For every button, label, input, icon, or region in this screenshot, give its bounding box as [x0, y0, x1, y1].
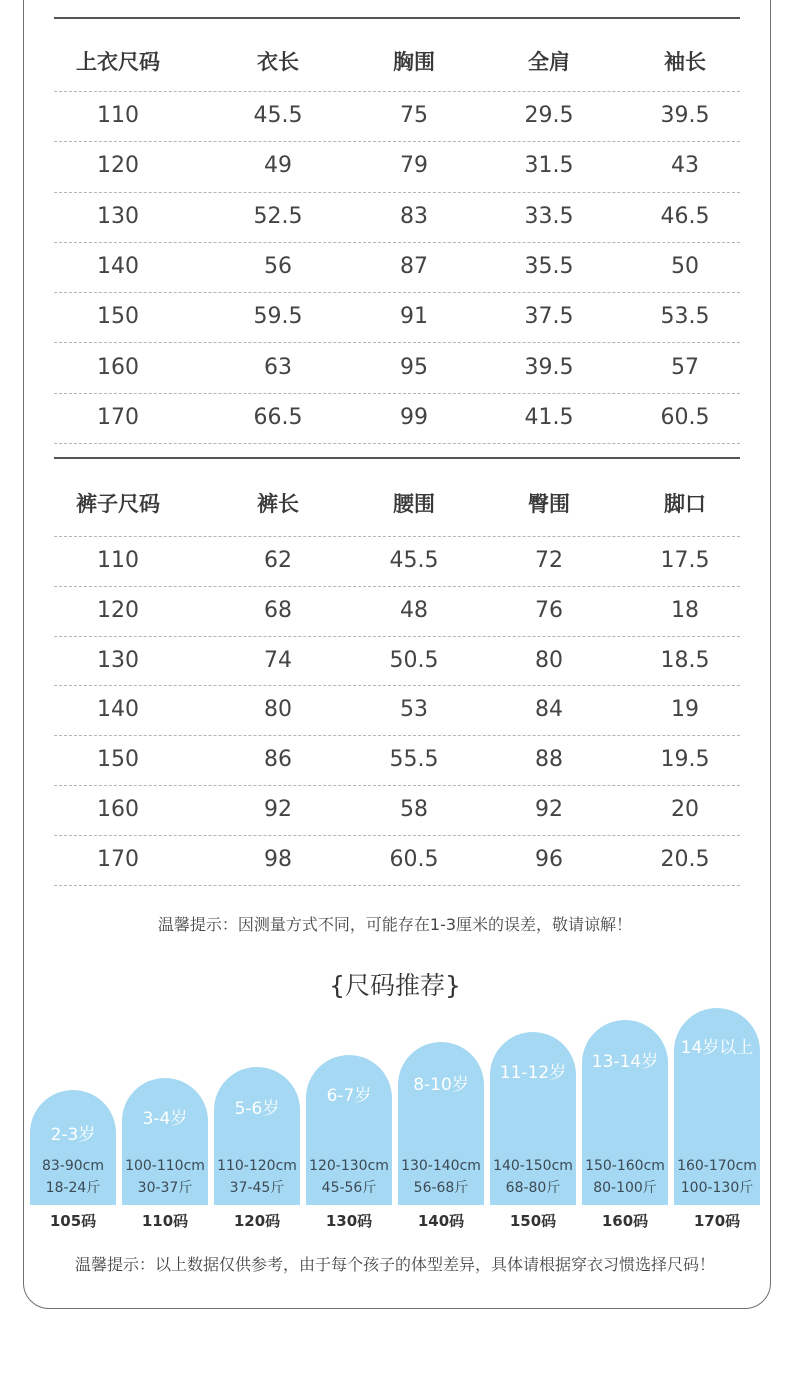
table-cell: 59.5	[253, 304, 303, 330]
card-size-code: 160码	[601, 1212, 649, 1230]
table-cell: 60.5	[660, 404, 710, 430]
column-header: 衣长	[257, 50, 299, 74]
table-cell: 39.5	[524, 354, 574, 380]
reference-note: 温馨提示：以上数据仅供参考，由于每个孩子的体型差异，具体请根据穿衣习惯选择尺码！	[74, 1255, 715, 1274]
table-cell: 120	[97, 597, 139, 623]
table-cell: 110	[97, 548, 139, 573]
card-spec	[118, 1155, 212, 1199]
size-card	[582, 1020, 668, 1205]
table-row	[54, 785, 740, 836]
card-size-code: 120码	[233, 1212, 281, 1230]
card-spec	[210, 1155, 304, 1199]
table-cell: 120	[97, 153, 139, 179]
table-cell: 20.5	[660, 846, 710, 872]
card-size-code: 105码	[49, 1212, 97, 1230]
table-cell: 55.5	[389, 747, 439, 773]
table-cell: 50	[671, 253, 699, 279]
table-cell: 96	[535, 846, 563, 872]
table-cell: 140	[97, 697, 139, 723]
card-height: 150-160cm	[585, 1158, 665, 1174]
table-cell: 45.5	[389, 548, 439, 573]
measurement-note: 温馨提示：因测量方式不同，可能存在1-3厘米的误差，敬请谅解！	[157, 915, 633, 934]
table-cell: 88	[535, 747, 563, 773]
card-height: 83-90cm	[41, 1158, 104, 1174]
card-height: 120-130cm	[309, 1158, 389, 1174]
table-cell: 160	[97, 797, 139, 822]
table-cell: 87	[400, 253, 428, 279]
table-cell: 56	[264, 253, 292, 279]
table-cell: 63	[264, 354, 292, 380]
card-weight: 45-56斤	[321, 1180, 377, 1196]
size-card	[122, 1078, 208, 1205]
table-row	[54, 586, 740, 637]
card-age: 11-12岁	[499, 1063, 567, 1083]
card-age: 3-4岁	[142, 1109, 188, 1129]
size-card	[674, 1008, 760, 1205]
table-cell: 170	[97, 404, 139, 430]
table-cell: 74	[264, 647, 292, 673]
column-header: 全肩	[528, 50, 570, 74]
card-height: 140-150cm	[493, 1158, 573, 1174]
card-weight: 68-80斤	[505, 1180, 561, 1196]
table-row	[54, 242, 740, 293]
table-cell: 79	[400, 153, 428, 179]
table-cell: 91	[400, 304, 428, 330]
card-age: 14岁以上	[680, 1038, 754, 1058]
table-cell: 84	[535, 697, 563, 723]
table-cell: 150	[97, 747, 139, 773]
table-header	[54, 33, 740, 92]
table-cell: 18	[671, 597, 699, 623]
card-weight: 100-130斤	[680, 1180, 754, 1196]
column-header: 袖长	[664, 50, 706, 74]
table-cell: 18.5	[660, 647, 710, 673]
card-size-code: 130码	[325, 1212, 373, 1230]
size-card	[398, 1042, 484, 1205]
table-row	[54, 536, 740, 587]
table-cell: 39.5	[660, 103, 710, 128]
table-row	[54, 91, 740, 142]
table-row	[54, 141, 740, 192]
table-cell: 35.5	[524, 253, 574, 279]
table-cell: 45.5	[253, 103, 303, 128]
table-cell: 95	[400, 354, 428, 380]
card-spec	[486, 1155, 580, 1199]
card-weight: 18-24斤	[45, 1180, 101, 1196]
card-height: 160-170cm	[677, 1158, 757, 1174]
table-cell: 80	[535, 647, 563, 673]
table-cell: 57	[671, 354, 699, 380]
column-header: 脚口	[664, 492, 706, 516]
table-header	[54, 473, 740, 537]
table-cell: 29.5	[524, 103, 574, 128]
card-age: 13-14岁	[591, 1052, 659, 1072]
card-height: 130-140cm	[401, 1158, 481, 1174]
table-row	[54, 192, 740, 243]
table-cell: 52.5	[253, 203, 303, 229]
table-cell: 110	[97, 103, 139, 128]
column-header: 裤长	[257, 492, 299, 516]
table-cell: 33.5	[524, 203, 574, 229]
card-size-code: 110码	[141, 1212, 189, 1230]
top-table-rule	[54, 17, 740, 19]
card-weight: 30-37斤	[137, 1180, 193, 1196]
table-cell: 49	[264, 153, 292, 179]
card-size-code: 170码	[693, 1212, 741, 1230]
table-cell: 53.5	[660, 304, 710, 330]
table-cell: 58	[400, 797, 428, 822]
table-row	[54, 685, 740, 736]
card-spec	[394, 1155, 488, 1199]
card-age: 6-7岁	[326, 1086, 372, 1106]
table-cell: 48	[400, 597, 428, 623]
table-cell: 68	[264, 597, 292, 623]
card-spec	[670, 1155, 764, 1199]
table-cell: 130	[97, 647, 139, 673]
column-header: 上衣尺码	[76, 50, 160, 74]
recommend-title: {尺码推荐}	[329, 971, 461, 1000]
card-size-code: 150码	[509, 1212, 557, 1230]
table-row	[54, 835, 740, 886]
table-cell: 170	[97, 846, 139, 872]
column-header: 裤子尺码	[76, 492, 160, 516]
pants-table-rule	[54, 457, 740, 459]
table-cell: 53	[400, 697, 428, 723]
size-card	[30, 1090, 116, 1205]
table-cell: 17.5	[660, 548, 710, 573]
card-spec	[302, 1155, 396, 1199]
card-age: 2-3岁	[50, 1125, 96, 1145]
table-cell: 19	[671, 697, 699, 723]
table-cell: 140	[97, 253, 139, 279]
table-cell: 80	[264, 697, 292, 723]
table-cell: 76	[535, 597, 563, 623]
table-cell: 92	[535, 797, 563, 822]
size-card	[306, 1055, 392, 1205]
card-weight: 56-68斤	[413, 1180, 469, 1196]
table-row	[54, 636, 740, 687]
table-cell: 75	[400, 103, 428, 128]
card-weight: 80-100斤	[593, 1180, 657, 1196]
size-card	[214, 1067, 300, 1205]
table-cell: 43	[671, 153, 699, 179]
table-cell: 37.5	[524, 304, 574, 330]
table-cell: 62	[264, 548, 292, 573]
table-cell: 20	[671, 797, 699, 822]
card-weight: 37-45斤	[229, 1180, 285, 1196]
table-cell: 41.5	[524, 404, 574, 430]
table-cell: 66.5	[253, 404, 303, 430]
table-cell: 92	[264, 797, 292, 822]
table-cell: 60.5	[389, 846, 439, 872]
table-cell: 160	[97, 354, 139, 380]
card-size-code: 140码	[417, 1212, 465, 1230]
size-card	[490, 1032, 576, 1205]
table-cell: 86	[264, 747, 292, 773]
table-cell: 50.5	[389, 647, 439, 673]
card-spec	[578, 1155, 672, 1199]
card-height: 110-120cm	[217, 1158, 297, 1174]
table-cell: 99	[400, 404, 428, 430]
table-row	[54, 393, 740, 444]
table-cell: 130	[97, 203, 139, 229]
table-cell: 72	[535, 548, 563, 573]
table-cell: 98	[264, 846, 292, 872]
table-cell: 150	[97, 304, 139, 330]
table-cell: 19.5	[660, 747, 710, 773]
column-header: 臀围	[528, 492, 570, 516]
card-height: 100-110cm	[125, 1158, 205, 1174]
column-header: 腰围	[393, 492, 435, 516]
card-age: 8-10岁	[413, 1075, 469, 1095]
column-header: 胸围	[393, 50, 435, 74]
table-cell: 46.5	[660, 203, 710, 229]
card-age: 5-6岁	[234, 1099, 280, 1119]
table-row	[54, 735, 740, 786]
table-row	[54, 343, 740, 394]
table-cell: 31.5	[524, 153, 574, 179]
table-cell: 83	[400, 203, 428, 229]
card-spec	[26, 1155, 120, 1199]
table-row	[54, 292, 740, 343]
